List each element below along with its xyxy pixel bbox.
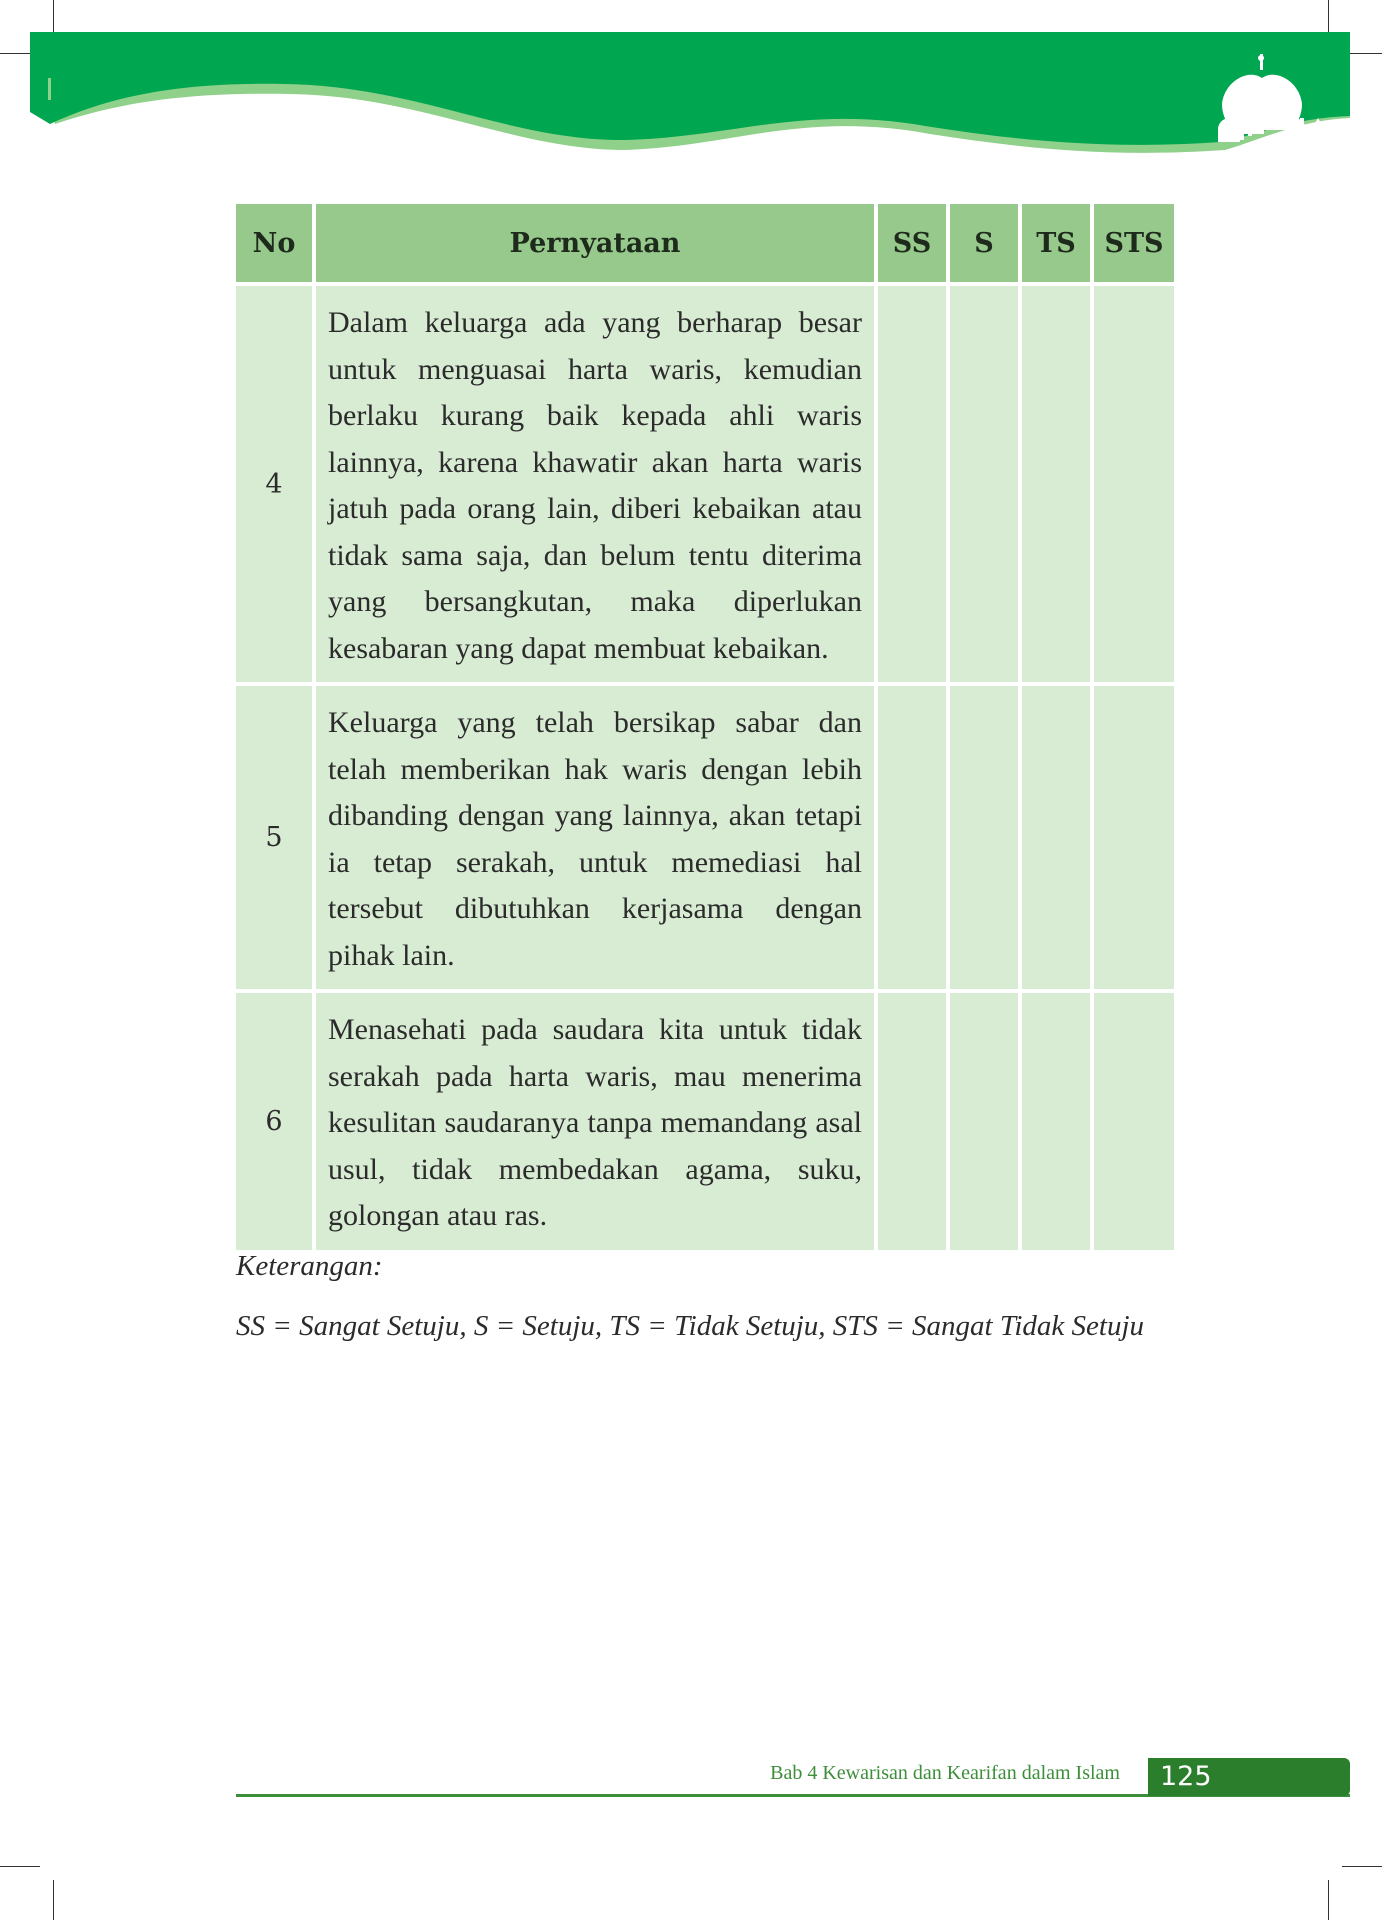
row-number: 5 xyxy=(236,686,312,989)
answer-cell-ts[interactable] xyxy=(1022,993,1090,1250)
crop-mark xyxy=(1342,1866,1382,1867)
answer-cell-sts[interactable] xyxy=(1094,286,1174,682)
answer-cell-sts[interactable] xyxy=(1094,686,1174,989)
crop-mark xyxy=(53,1880,54,1920)
answer-cell-s[interactable] xyxy=(950,686,1018,989)
row-number: 4 xyxy=(236,286,312,682)
crop-mark xyxy=(0,1866,40,1867)
answer-cell-ss[interactable] xyxy=(878,686,946,989)
answer-cell-ss[interactable] xyxy=(878,993,946,1250)
row-statement: Keluarga yang telah bersikap sabar dan telah memberikan hak waris dengan lebih dibanding dengan yang lainnya, akan tetapi ia tetap serakah, untuk memediasi hal tersebut dibutuhkan kerjasama dengan pihak lain. xyxy=(316,686,874,989)
row-statement: Dalam keluarga ada yang berharap besar untuk menguasai harta waris, kemudian berlaku kurang baik kepada ahli waris lainnya, karena khawatir akan harta waris jatuh pada orang lain, diberi kebaikan atau tidak sama saja, dan belum tentu diterima yang bersangkutan, maka diperlukan kesabaran yang dapat membuat kebaikan. xyxy=(316,286,874,682)
crop-mark xyxy=(1328,1880,1329,1920)
answer-cell-ts[interactable] xyxy=(1022,686,1090,989)
answer-cell-ss[interactable] xyxy=(878,286,946,682)
header-ss: SS xyxy=(878,204,946,282)
answer-cell-ts[interactable] xyxy=(1022,286,1090,682)
table-header-row xyxy=(236,204,1174,282)
header-s: S xyxy=(950,204,1018,282)
page-number: 125 xyxy=(1160,1761,1212,1792)
legend-text: SS = Sangat Setuju, S = Setuju, TS = Tidak Setuju, STS = Sangat Tidak Setuju xyxy=(236,1310,1145,1342)
answer-cell-s[interactable] xyxy=(950,286,1018,682)
answer-cell-sts[interactable] xyxy=(1094,993,1174,1250)
header-no: No xyxy=(236,204,312,282)
table-row xyxy=(236,686,1174,989)
page-number-tab xyxy=(1148,1758,1350,1796)
header-banner xyxy=(0,0,1382,170)
row-statement: Menasehati pada saudara kita untuk tidak serakah pada harta waris, mau menerima kesulitan saudaranya tanpa memandang asal usul, tidak membedakan agama, suku, golongan atau ras. xyxy=(316,993,874,1250)
header-sts: STS xyxy=(1094,204,1174,282)
header-ts: TS xyxy=(1022,204,1090,282)
table-row xyxy=(236,286,1174,682)
answer-cell-s[interactable] xyxy=(950,993,1018,1250)
table-row xyxy=(236,993,1174,1250)
row-number: 6 xyxy=(236,993,312,1250)
chapter-title: Bab 4 Kewarisan dan Kearifan dalam Islam xyxy=(770,1762,1120,1784)
banner-left-strip xyxy=(48,78,51,100)
header-statement: Pernyataan xyxy=(316,204,874,282)
statement-table xyxy=(232,200,1178,1254)
legend-title: Keterangan: xyxy=(236,1250,383,1282)
